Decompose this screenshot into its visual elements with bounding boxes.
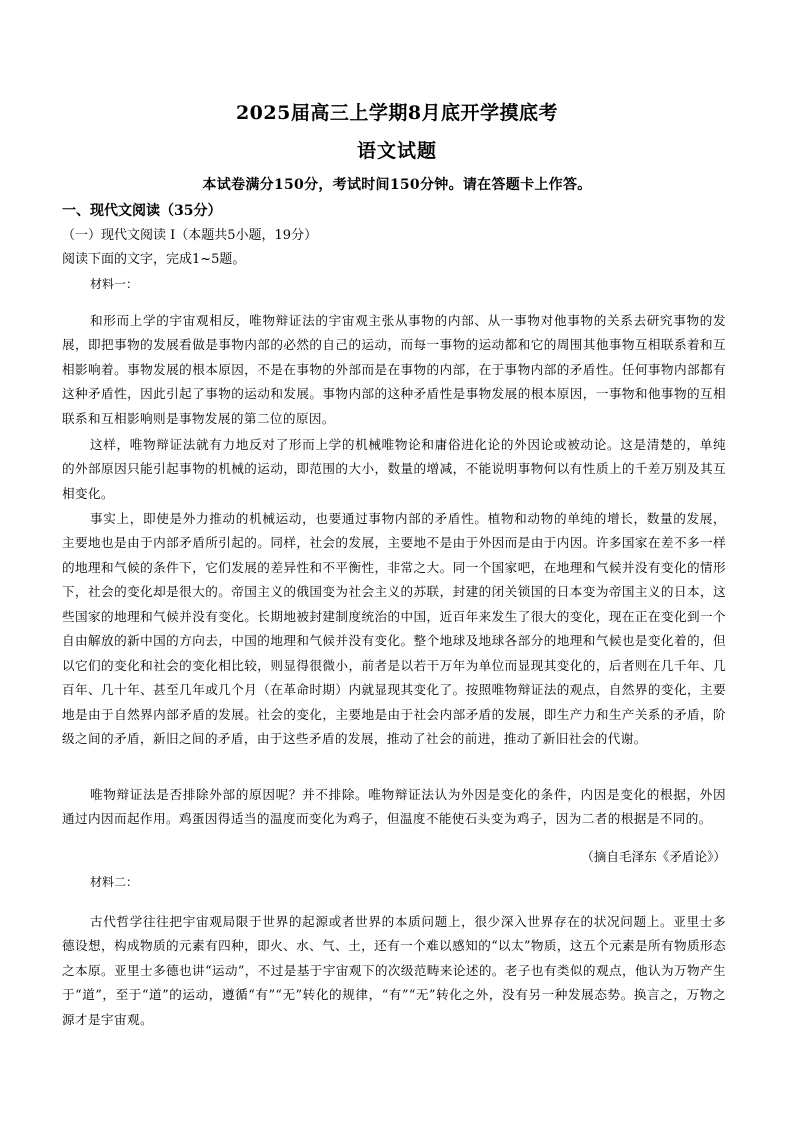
material-2-paragraph: 古代哲学往往把宇宙观局限于世界的起源或者世界的本质问题上，很少深入世界存在的状况问题上。亚里士多德设想，构成物质的元素有四种，即火、水、气、土，还有一个难以感知的“以太”物质，这五个元素是所有物质形态之本原。亚里士多德也讲“运动”，不过是基于宇宙观下的次级范畴来论述的。老子也有类似的观点，他认为万物产生于“道”，至于“道”的运动，遵循“有”“无”转化的规律，“有”“无”转化之外，没有另一种发展态势。换言之，万物之源才是宇宙观。 [62,913,726,1027]
reading-direction: 阅读下面的文字，完成1~5题。 [62,252,246,267]
material-1-paragraph: 唯物辩证法是否排除外部的原因呢？并不排除。唯物辩证法认为外因是变化的条件，内因是变化的根据，外因通过内因而起作用。鸡蛋因得适当的温度而变化为鸡子，但温度不能使石头变为鸡子，因为二者的根据是不同的。 [62,786,726,827]
subject-title: 语文试题 [356,140,437,162]
material-1-paragraph: 这样，唯物辩证法就有力地反对了形而上学的机械唯物论和庸俗进化论的外因论或被动论。这是清楚的，单纯的外部原因只能引起事物的机械的运动，即范围的大小，数量的增减，不能说明事物何以有性质上的千差万别及其互相变化。 [62,436,726,501]
section-subheading: （一）现代文阅读 I（本题共5小题，19分） [62,228,318,243]
material-1-source: （摘自毛泽东《矛盾论》） [581,849,726,864]
section-heading: 一、现代文阅读（35分） [62,203,222,219]
material-1-paragraph: 事实上，即使是外力推动的机械运动，也要通过事物内部的矛盾性。植物和动物的单纯的增长，数量的发展，主要地也是由于内部矛盾所引起的。同样，社会的发展，主要地不是由于外因而是由于内因。许多国家在差不多一样的地理和气候的条件下，它们发展的差异性和不平衡性，非常之大。同一个国家吧，在地理和气候并没有变化的情形下，社会的变化却是很大的。帝国主义的俄国变为社会主义的苏联，封建的闭关锁国的日本变为帝国主义的日本，这些国家的地理和气候并没有变化。长期地被封建制度统治的中国，近百年来发生了很大的变化，现在正在变化到一个自由解放的新中国的方向去，中国的地理和气候并没有变化。整个地球及地球各部分的地理和气候也是变化着的，但以它们的变化和社会的变化相比较，则显得很微小，前者是以若干万年为单位而显现其变化的，后者则在几千年、几百年、几十年、甚至几年或几个月（在革命时期）内就显现其变化了。按照唯物辩证法的观点，自然界的变化，主要地是由于自然界内部矛盾的发展。社会的变化，主要地是由于社会内部矛盾的发展，即生产力和生产关系的矛盾，阶级之间的矛盾，新旧之间的矛盾，由于这些矛盾的发展，推动了社会的前进，推动了新旧社会的代谢。 [62,510,726,747]
material-2-label: 材料二： [90,875,139,889]
material-1-paragraph: 和形而上学的宇宙观相反，唯物辩证法的宇宙观主张从事物的内部、从一事物对他事物的关系去研究事物的发展，即把事物的发展看做是事物内部的必然的自己的运动，而每一事物的运动都和它的周围其他事物互相联系着和互相影响着。事物发展的根本原因，不是在事物的外部而是在事物的内部，在于事物内部的矛盾性。任何事物内部都有这种矛盾性，因此引起了事物的运动和发展。事物内部的这种矛盾性是事物发展的根本原因，一事物和他事物的互相联系和互相影响则是事物发展的第二位的原因。 [62,312,726,426]
exam-instructions: 本试卷满分150分，考试时间150分钟。请在答题卡上作答。 [202,177,592,193]
material-1-label: 材料一： [90,277,139,291]
exam-title: 2025届高三上学期8月底开学摸底考 [235,102,559,124]
